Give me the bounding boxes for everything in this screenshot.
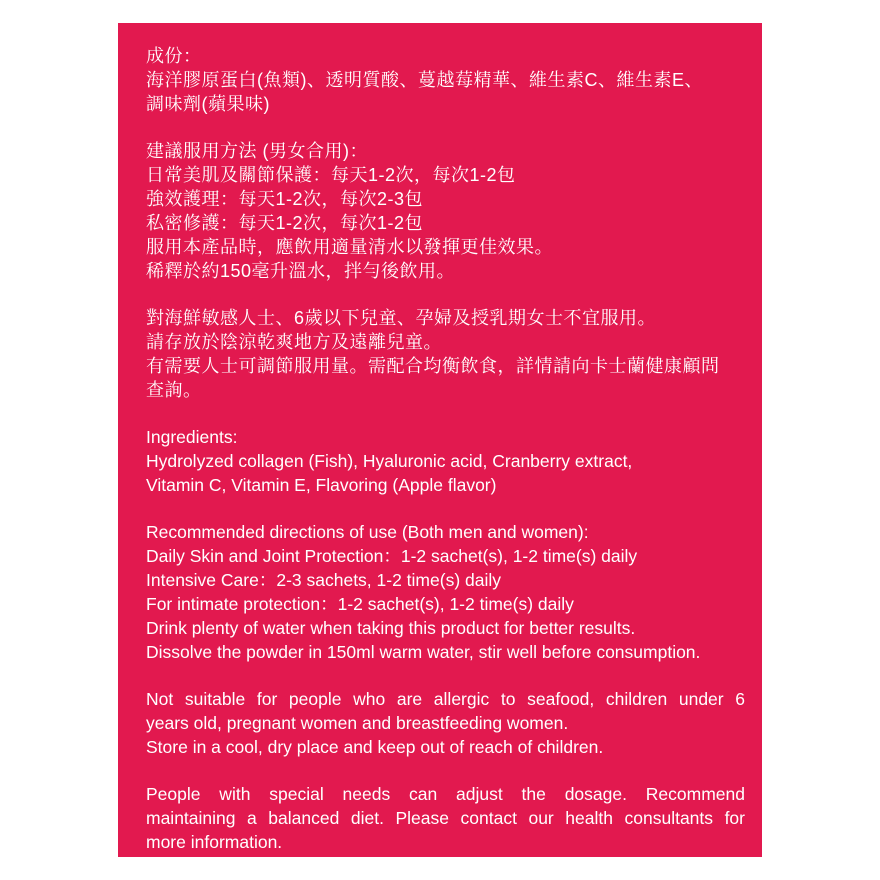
en-warnings-section (146, 687, 745, 759)
zh-warnings-line: 查詢。 (146, 380, 202, 400)
zh-warnings-line: 對海鮮敏感人士、6歲以下兒童、孕婦及授乳期女士不宜服用。 (146, 308, 657, 328)
en-warnings-line: Store in a cool, dry place and keep out of reach of children. (146, 737, 604, 757)
en-ingredients-heading: Ingredients: (146, 427, 238, 447)
zh-warnings-line: 請存放於陰涼乾爽地方及遠離兒童。 (146, 332, 442, 352)
en-note-line: People with special needs can adjust the dosage. Recommend (146, 784, 745, 804)
zh-directions-line: 強效護理：每天1-2次，每次2-3包 (146, 189, 424, 209)
en-directions-section (146, 520, 745, 664)
en-directions-line: Intensive Care：2-3 sachets, 1-2 time(s) daily (146, 570, 501, 590)
en-note-line: maintaining a balanced diet. Please contact our health consultants for (146, 808, 745, 828)
zh-warnings-section (146, 306, 745, 402)
zh-directions-heading: 建議服用方法 (男女合用)： (146, 141, 368, 161)
zh-directions-line: 日常美肌及關節保護：每天1-2次，每次1-2包 (146, 165, 516, 185)
en-directions-line: Daily Skin and Joint Protection：1-2 sachet(s), 1-2 time(s) daily (146, 546, 638, 566)
en-ingredients-line: Vitamin C, Vitamin E, Flavoring (Apple flavor) (146, 475, 497, 495)
en-directions-line: Dissolve the powder in 150ml warm water, stir well before consumption. (146, 642, 701, 662)
en-ingredients-section (146, 425, 745, 497)
en-note-section (146, 782, 745, 854)
en-directions-line: For intimate protection：1-2 sachet(s), 1-2 time(s) daily (146, 594, 574, 614)
en-note-line: more information. (146, 832, 283, 852)
en-directions-heading: Recommended directions of use (Both men and women): (146, 522, 589, 542)
en-ingredients-line: Hydrolyzed collagen (Fish), Hyaluronic acid, Cranberry extract, (146, 451, 633, 471)
en-warnings-line: Not suitable for people who are allergic to seafood, children under 6 (146, 689, 745, 709)
zh-warnings-line: 有需要人士可調節服用量。需配合均衡飲食，詳情請向卡士蘭健康顧問 (146, 356, 720, 376)
zh-ingredients-line: 海洋膠原蛋白(魚類)、透明質酸、蔓越莓精華、維生素C、維生素E、 (146, 70, 703, 90)
zh-directions-section (146, 139, 745, 283)
en-warnings-line: years old, pregnant women and breastfeeding women. (146, 713, 569, 733)
en-directions-line: Drink plenty of water when taking this product for better results. (146, 618, 636, 638)
zh-directions-line: 私密修護：每天1-2次，每次1-2包 (146, 213, 424, 233)
zh-ingredients-heading: 成份： (146, 46, 202, 66)
product-info-panel (118, 23, 762, 857)
zh-directions-line: 服用本產品時，應飲用適量清水以發揮更佳效果。 (146, 237, 553, 257)
zh-ingredients-line: 調味劑(蘋果味) (146, 94, 270, 114)
zh-directions-line: 稀釋於約150毫升溫水，拌勻後飲用。 (146, 261, 456, 281)
zh-ingredients-section (146, 44, 745, 116)
